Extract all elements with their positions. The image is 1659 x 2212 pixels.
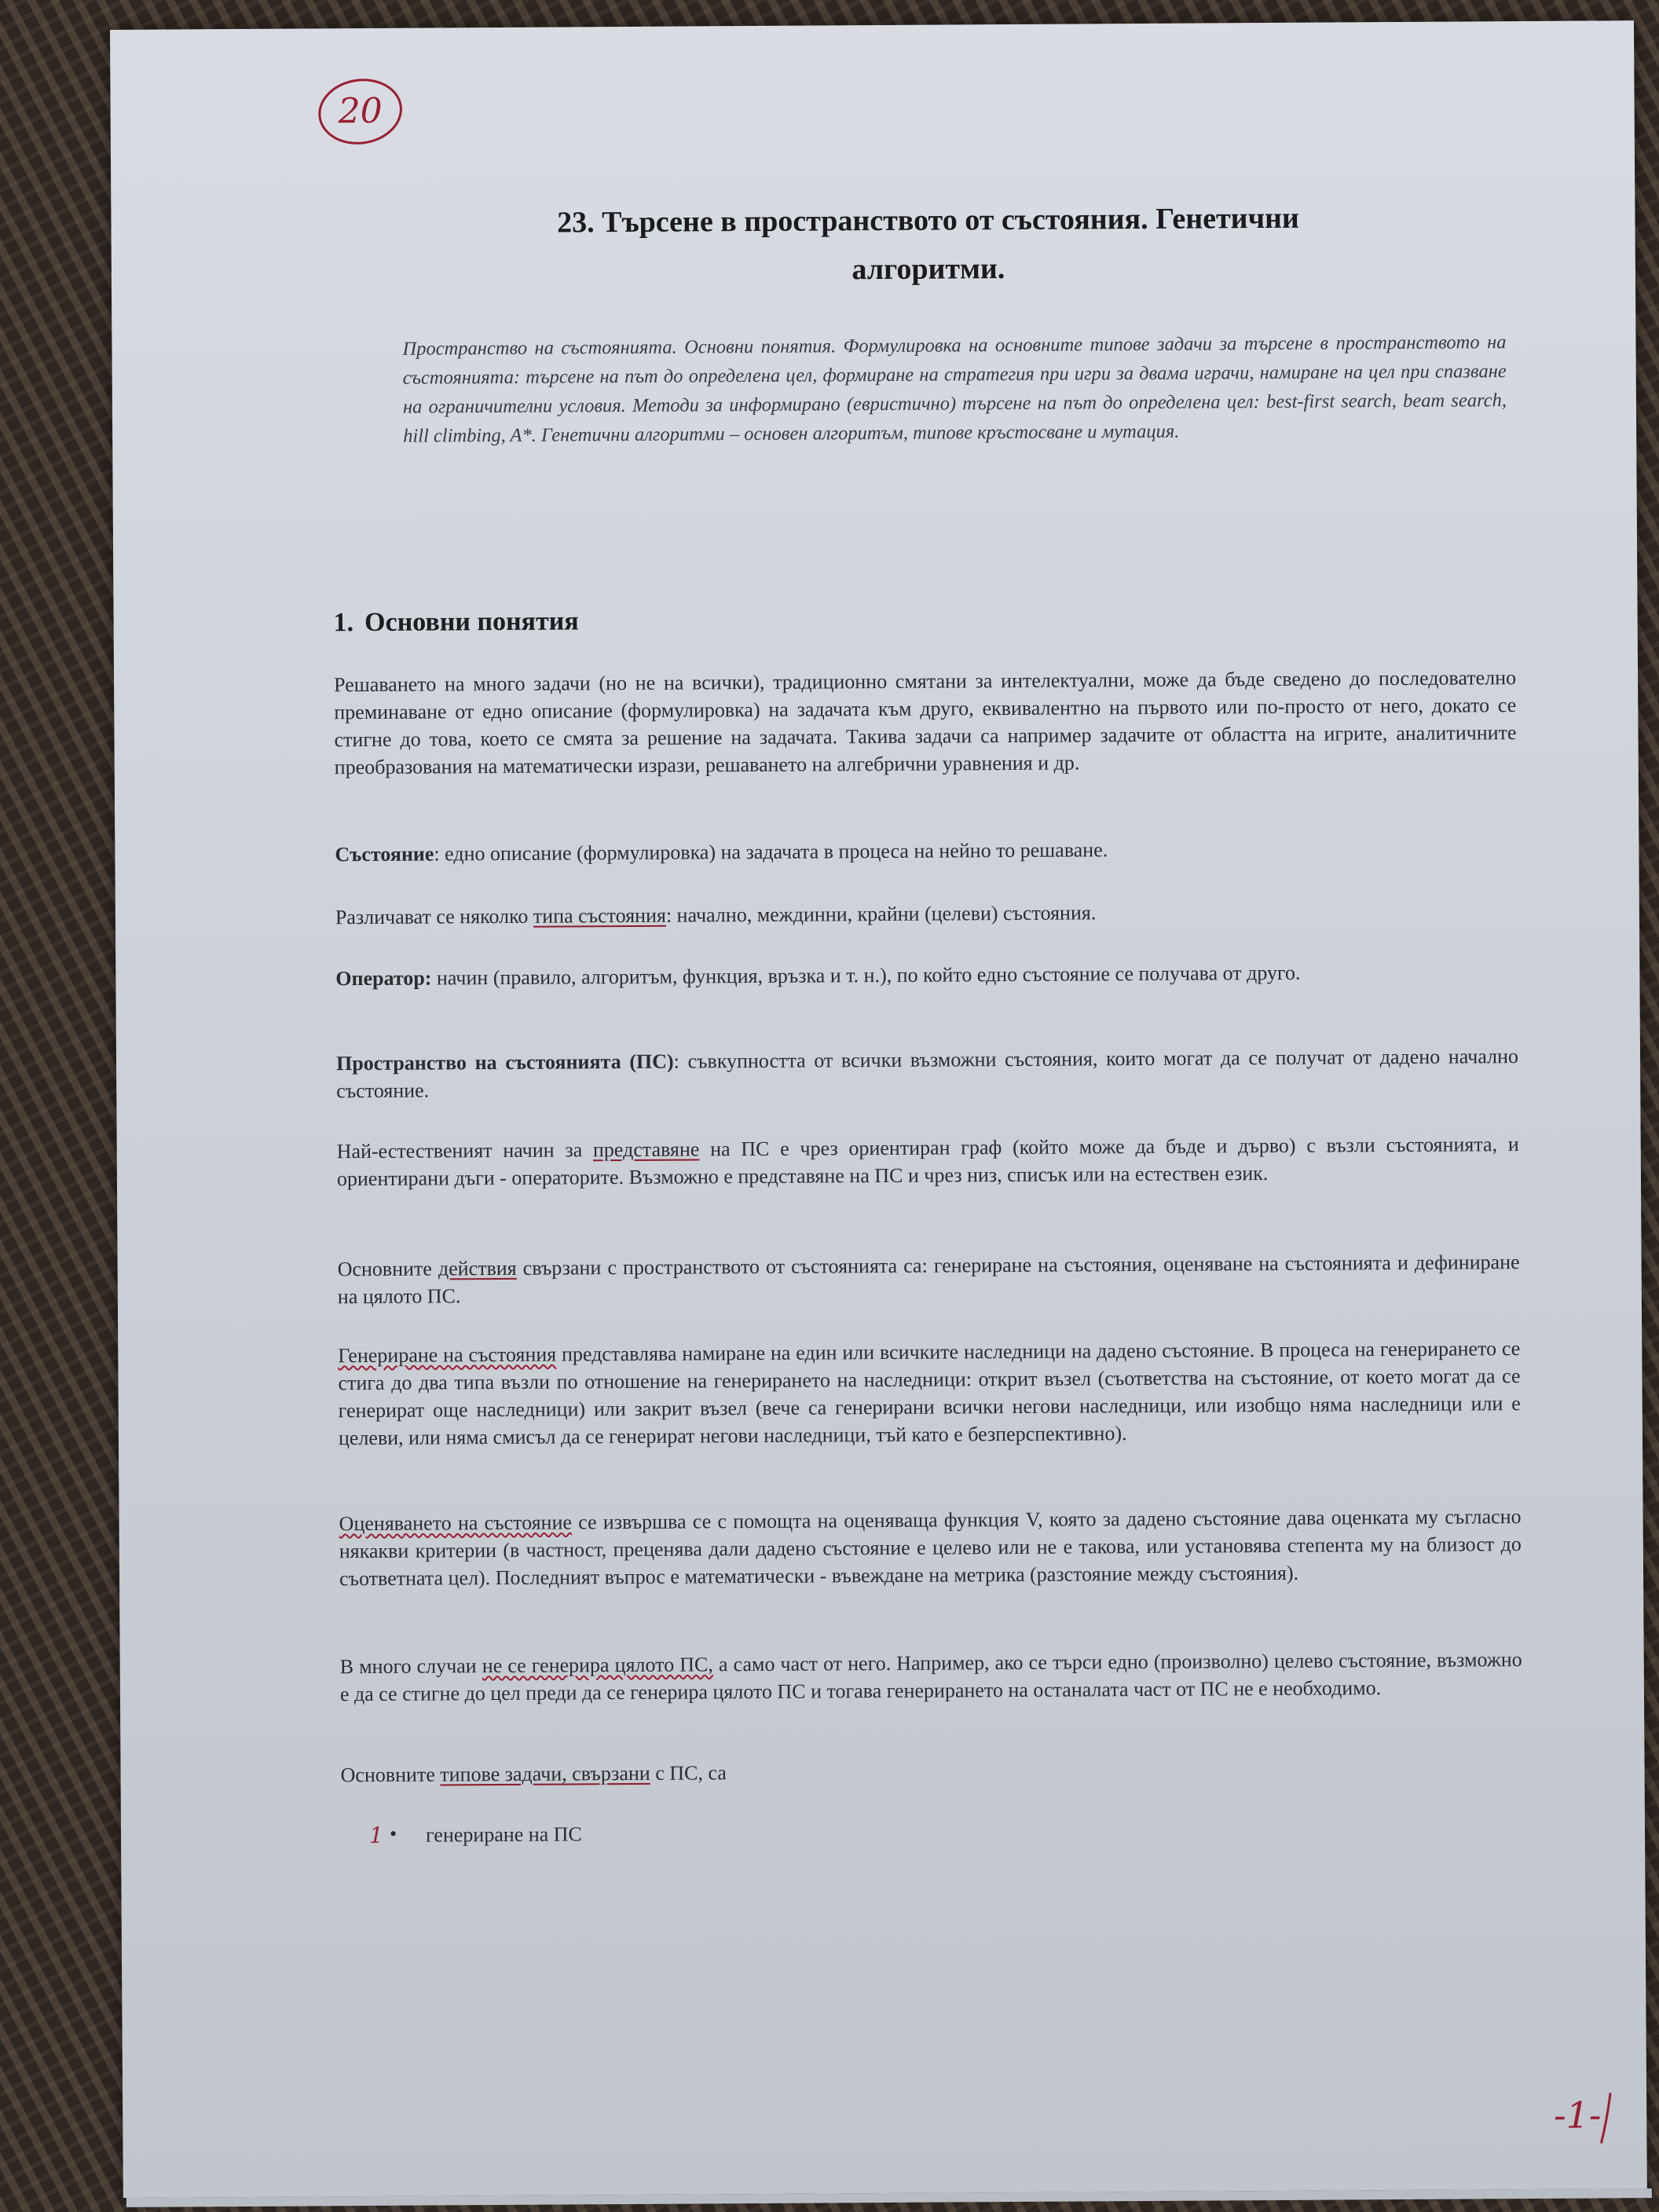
paragraph-state-space [336,1042,1518,1104]
evaluation-rest: се извършва се с помощта на оценяваща функция V, която за дадено състояние дава оценката му съгласно някакви критерии (в частност, преценява дали дадено състояние е целево или не е такова, или установява степента му на близост до съответната цел). Последният въпрос е математически - въвеждане на метрика (разстояние между състояния). [339,1505,1522,1591]
actions-lead: Основните [337,1257,439,1281]
paragraph-intro: Решаването на много задачи (но не на всички), традиционно смятани за интелектуални, може да бъде сведено до последователно преминаване от едно описание (формулировка) на задачата към друго, еквивалентно на първото или по-просто от него, докато се стигне до това, което се смята за решение на задачата. Такива задачи са например задачите от областта на игрите, аналитичните преобразования на математически изрази, решаването на алгебрични уравнения и др. [334,666,1517,779]
task-types-lead: Основните [340,1763,441,1787]
paper-sheet [110,20,1647,2198]
representation-lead: Най-естественият начин за [336,1138,594,1163]
paragraph-actions [338,1248,1520,1310]
section-number: 1. [333,608,354,638]
term-operator: Оператор: [335,966,432,991]
title-line-2: алгоритми. [851,252,1005,287]
underlined-partial-generation: не се генерира цялото ПС, [482,1653,713,1678]
paragraph-generation [338,1335,1521,1452]
handwritten-page-number [1529,2086,1631,2150]
page-number-text: -1- [1553,2093,1602,2137]
state-space-definition: : съвкупността от всички възможни състояния, които могат да се получат от дадено начално състояние. [336,1045,1519,1103]
paragraph-operator [335,958,1518,992]
page-number-mark [1529,2086,1631,2150]
generation-rest: представлява намиране на един или всичките наследници на дадено състояние. В процеса на генерирането се стига до два типа възли по отношение на генерирането на наследници: открит възел (съответства на състояние, от което могат да се генерират още наследници) или закрит възел (вече са генерирани всички негови наследници, или изобщо няма наследници или е целеви, или няма смисъл да се генерират негови наследници, тъй като е безперспективно). [338,1337,1521,1450]
document-title [331,192,1525,297]
state-types-lead: Различават се няколко [335,904,533,929]
circled-number-icon [316,75,405,148]
actions-rest: свързани с пространството от състоянията са: генериране на състояния, оценяване на състоянията и дефиниране на цялото ПС. [337,1251,1520,1309]
task-types-rest: с ПС, са [650,1761,727,1785]
list-item-text: генериране на ПС [425,1822,582,1847]
list-item [341,1818,969,1857]
paragraph-representation [337,1130,1519,1192]
paragraph-state-types [335,896,1518,931]
handwritten-number-mark: 1 [368,1822,383,1849]
page-stack-edge [126,2188,1652,2207]
underlined-representation: представяне [592,1137,700,1162]
paragraph-evaluation [339,1503,1522,1592]
underlined-generation: Генериране на състояния [338,1342,557,1368]
state-types-list: : начално, междинни, крайни (целеви) състояния. [665,901,1097,927]
circled-number-text: 20 [338,90,383,132]
paragraph-task-types [340,1754,1522,1789]
underlined-actions: действия [438,1256,517,1280]
underlined-evaluation: Оценяването на състояние [339,1511,573,1536]
bullet-icon: • [389,1822,397,1845]
term-state-space: Пространство на състоянията (ПС) [335,1049,674,1075]
partial-generation-lead: В много случаи [339,1654,482,1679]
underlined-state-types: типа състояния [533,903,666,928]
operator-definition: начин (правило, алгоритъм, функция, връзка и т. н.), по който едно състояние се получава от друго. [431,961,1301,990]
paragraph-state [335,833,1517,868]
term-state: Състояние [335,842,434,866]
handwritten-circled-number [316,75,405,148]
representation-rest: на ПС е чрез ориентиран граф (който може да бъде и дърво) с възли състоянията, и ориентирани дъги - операторите. Възможно е представяне на ПС и чрез низ, списък или на естествен език. [336,1133,1519,1191]
underlined-task-types: типове задачи, свързани [440,1761,650,1786]
section-heading [334,606,579,638]
state-definition: : едно описание (формулировка) на задачата в процеса на нейно то решаване. [434,838,1108,866]
section-title: Основни понятия [364,606,579,638]
partial-generation-rest: а само част от него. Например, ако се търси едно (произволно) целево състояние, възможно е да се стигне до цел преди да се генерира цялото ПС и тогава генерирането на останалата част от ПС не е необходимо. [339,1648,1522,1706]
paragraph-partial-generation [340,1646,1522,1708]
abstract-text: Пространство на състоянията. Основни понятия. Формулировка на основните типове задачи за търсене в пространството на състоянията: търсене на път до определена цел, формиране на стратегия при игри за двама играчи, намиране на цел при спазване на ограничителни условия. Методи за информирано (евристично) търсене на път до определена цел: best-first search, beam search, hill climbing, A*. Генетични алгоритми – основен алгоритъм, типове кръстосване и мутация. [402,331,1507,447]
title-line-1: 23. Търсене в пространството от състояния. Генетични [557,201,1299,240]
